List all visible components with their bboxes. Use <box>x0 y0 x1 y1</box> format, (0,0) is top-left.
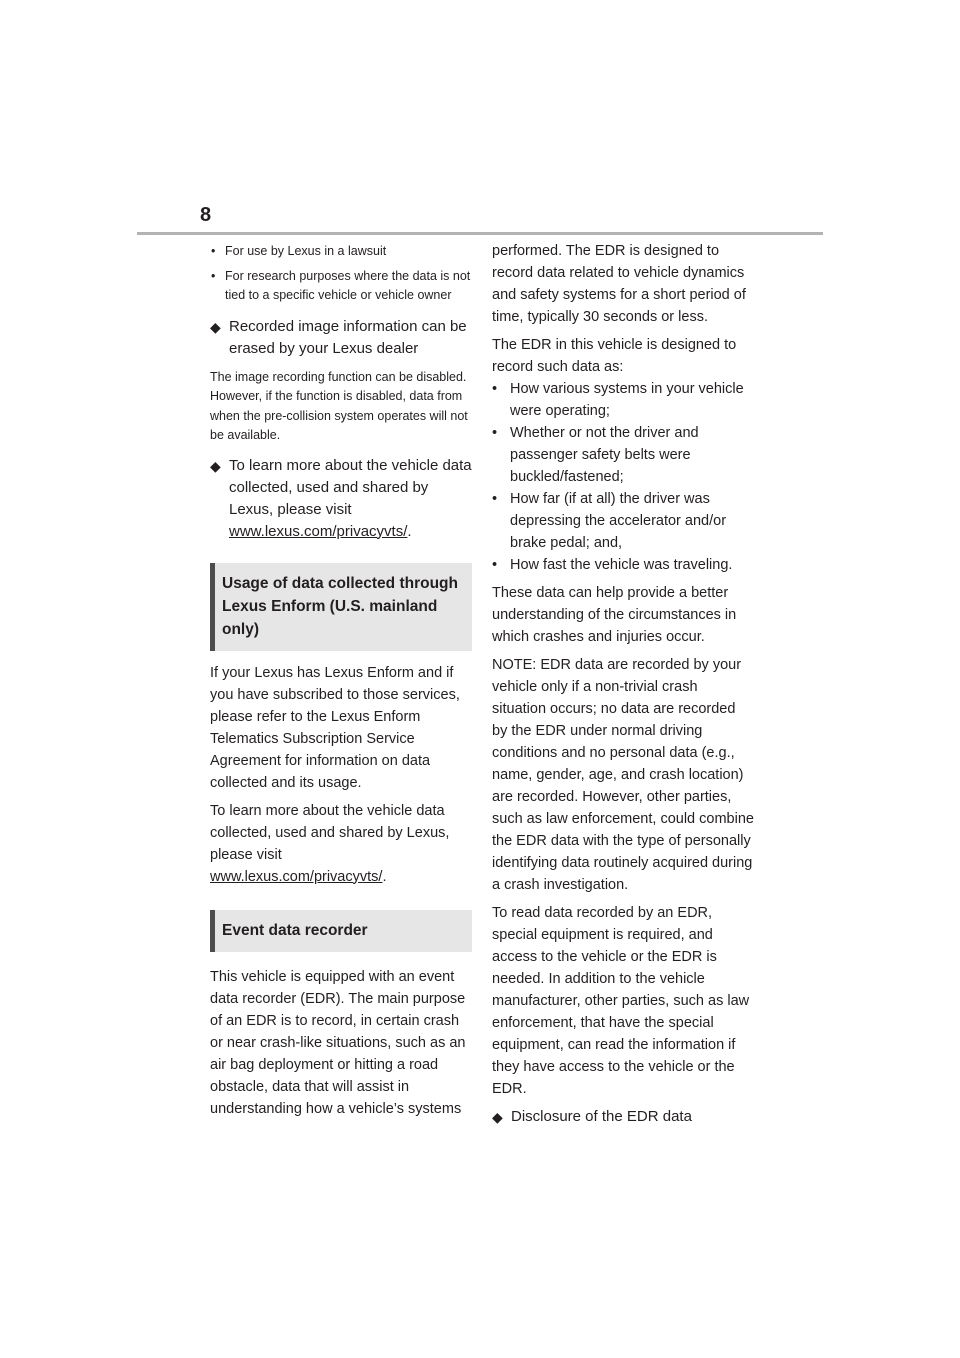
bullet-dot-icon: • <box>211 244 216 258</box>
note-disable: The image recording function can be disabled. However, if the function is disabled, data from when the pre-collision system operates will not be available. <box>210 369 468 442</box>
bullet-dot-icon: • <box>492 425 498 441</box>
list-item: • Whether or not the driver and passenger safety belts were buckled/fastened; <box>492 422 754 488</box>
privacy-link[interactable]: www.lexus.com/privacyvts/ <box>210 868 383 885</box>
bullet-dot-icon: • <box>492 381 498 397</box>
bullet-dot-icon: • <box>492 491 498 507</box>
edr-paragraph-5: To read data recorded by an EDR, special equipment is required, and access to the vehicle or the EDR is needed. In addition to the vehicle manufacturer, other parties, such as law enforcement, that have the special equipment, can read the information if they have access to the vehicle or the EDR. <box>492 905 750 1097</box>
sub-bullet-lawsuit: • For use by Lexus in a lawsuit <box>210 242 472 262</box>
left-column <box>210 240 472 1120</box>
bullet-dot-icon: • <box>492 557 498 573</box>
edr-paragraph-1: This vehicle is equipped with an event data recorder (EDR). The main purpose of an EDR is to record, in certain crash or near crash-like situations, such as an air bag deployment or hitting a road obstacle, data that will assist in understanding how a vehicle’s systems <box>210 968 466 1117</box>
edr-paragraph-3: The EDR in this vehicle is designed to record such data as: <box>492 337 737 375</box>
privacy-link[interactable]: www.lexus.com/privacyvts/ <box>229 522 408 540</box>
enform-paragraph-1: If your Lexus has Lexus Enform and if you have subscribed to those services, please refer to the Lexus Enform Telematics Subscription Service Agreement for information on data collected and its usage. <box>210 664 460 791</box>
edr-paragraph-4: These data can help provide a better understanding of the circumstances in which crashes and injuries occur. <box>492 585 737 645</box>
diamond-bullet-icon: ◆ <box>210 457 221 474</box>
list-item: • How fast the vehicle was traveling. <box>492 554 754 576</box>
page-number: 8 <box>200 204 212 226</box>
edr-note-paragraph: NOTE: EDR data are recorded by your vehicle only if a non-trivial crash situation occurs; no data are recorded by the EDR under normal driving conditions and no personal data (e.g., name, gender, age, and crash location) are recorded. However, other parties, such as law enforcement, could combine the EDR data with the type of personally identifying data routinely acquired during a crash investigation. <box>492 657 754 893</box>
edr-paragraph-2: performed. The EDR is designed to record data related to vehicle dynamics and safety systems for a short period of time, typically 30 seconds or less. <box>492 243 746 325</box>
header-rule <box>137 232 823 235</box>
item-erase: ◆ Recorded image information can be erased by your Lexus dealer <box>210 316 472 360</box>
right-column <box>492 240 754 1128</box>
diamond-bullet-icon: ◆ <box>210 318 221 335</box>
item-learn-more: ◆ To learn more about the vehicle data collected, used and shared by Lexus, please visit www.lexus.com/privacyvts/. <box>210 455 472 543</box>
heading-enform: Usage of data collected through Lexus Enform (U.S. mainland only) <box>210 563 472 651</box>
sub-bullet-research: • For research purposes where the data is not tied to a specific vehicle or vehicle owner <box>210 267 472 306</box>
list-item: • How far (if at all) the driver was depressing the accelerator and/or brake pedal; and, <box>492 488 754 554</box>
heading-edr: Event data recorder <box>210 910 472 952</box>
enform-paragraph-2: To learn more about the vehicle data collected, used and shared by Lexus, please visit www.lexus.com/privacyvts/. <box>210 802 450 885</box>
bullet-dot-icon: • <box>211 268 216 283</box>
item-disclosure: ◆ Disclosure of the EDR data <box>492 1106 754 1128</box>
diamond-bullet-icon: ◆ <box>492 1109 503 1125</box>
list-item: • How various systems in your vehicle were operating; <box>492 378 754 422</box>
